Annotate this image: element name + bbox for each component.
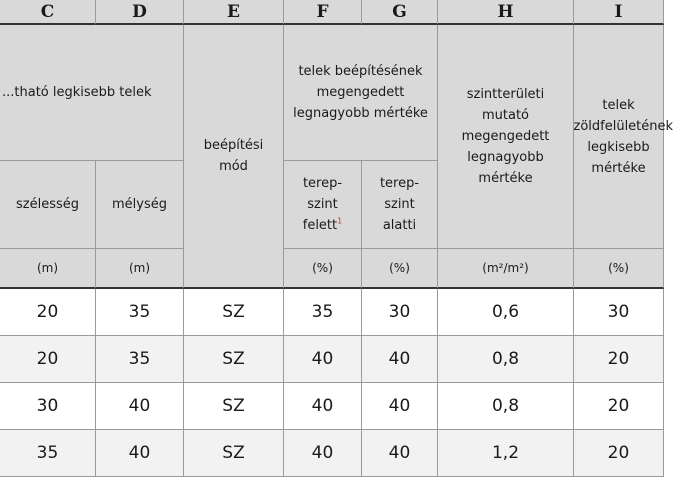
table-cell-width: 30 [0,383,96,430]
footnote-marker: 1 [337,216,343,226]
header-depth [96,161,184,249]
table-cell-floor-area-index: 0,8 [438,336,574,383]
column-letter-h: H [438,0,574,25]
table-cell-building-mode: SZ [184,336,284,383]
table-cell-floor-area-index: 0,8 [438,383,574,430]
header-above-ground-text [298,173,348,236]
unit-below-ground: (%) [362,249,438,289]
table-cell-above-ground: 40 [284,383,362,430]
table-cell-below-ground: 40 [362,430,438,477]
table-cell-green-area: 20 [574,383,664,430]
column-letter-c: C [0,0,96,25]
table-cell-floor-area-index: 1,2 [438,430,574,477]
table-cell-depth: 40 [96,383,184,430]
header-above-ground-label: terep-szint felett [302,176,343,233]
header-smallest-plot [0,25,184,161]
table-cell-depth: 35 [96,336,184,383]
header-floor-area-index-text: szintterületi mutató megengedett legnagyobb mértéke [461,87,550,186]
header-width-text: szélesség [15,197,79,212]
table-cell-above-ground: 35 [284,289,362,336]
table-cell-below-ground: 30 [362,289,438,336]
header-below-ground [362,161,438,249]
header-building-mode [184,25,284,289]
table-cell-below-ground: 40 [362,383,438,430]
table-cell-width: 20 [0,336,96,383]
table-cell-floor-area-index: 0,6 [438,289,574,336]
column-letter-e: E [184,0,284,25]
header-floor-area-index [438,25,574,249]
table-cell-depth: 35 [96,289,184,336]
header-width [0,161,96,249]
table-cell-width: 35 [0,430,96,477]
header-depth-text: mélység [112,197,167,212]
header-building-mode-text: beépítési mód [203,138,264,174]
column-letter-i: I [574,0,664,25]
header-below-ground-text: terep-szint alatti [379,176,420,233]
table-cell-width: 20 [0,289,96,336]
table-cell-building-mode: SZ [184,383,284,430]
table-cell-above-ground: 40 [284,336,362,383]
unit-floor-area-index: (m²/m²) [438,249,574,289]
header-built-in-max-text: telek beépítésének megengedett legnagyobb mértéke [293,64,428,121]
unit-green-area: (%) [574,249,664,289]
table-cell-above-ground: 40 [284,430,362,477]
table-cell-green-area: 30 [574,289,664,336]
header-green-area-text: telek zöldfelületének legkisebb mértéke [573,97,673,176]
column-letter-g: G [362,0,438,25]
table-cell-below-ground: 40 [362,336,438,383]
table-cell-building-mode: SZ [184,289,284,336]
table-cell-depth: 40 [96,430,184,477]
header-built-in-max [284,25,438,161]
column-letter-f: F [284,0,362,25]
unit-width: (m) [0,249,96,289]
header-smallest-plot-text: ...tható legkisebb telek [2,85,152,100]
column-letter-d: D [96,0,184,25]
header-green-area [573,25,673,249]
unit-above-ground: (%) [284,249,362,289]
table-cell-green-area: 20 [574,430,664,477]
table-cell-green-area: 20 [574,336,664,383]
unit-depth: (m) [96,249,184,289]
table-cell-building-mode: SZ [184,430,284,477]
header-above-ground [284,161,362,249]
